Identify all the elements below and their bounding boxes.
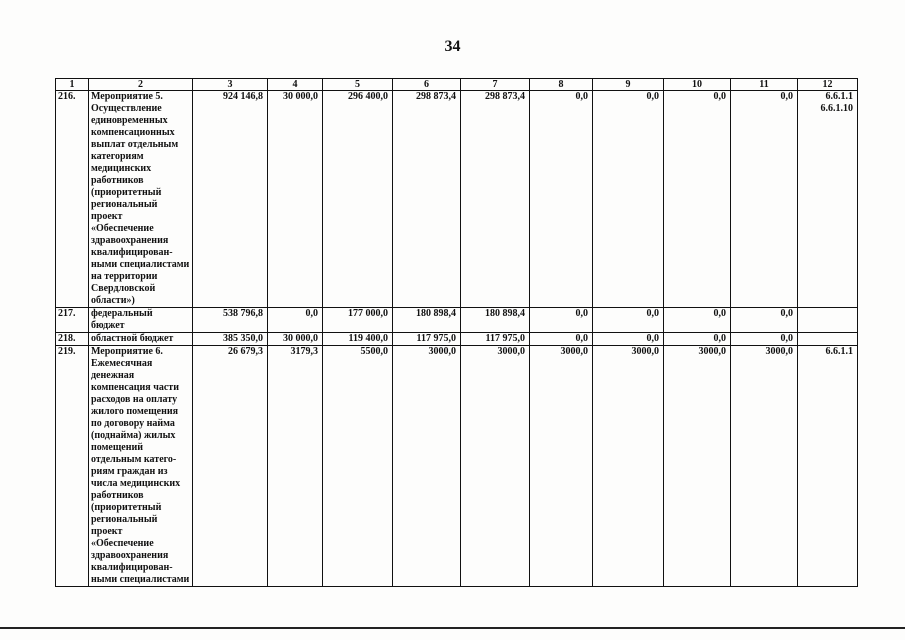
value-cell: 180 898,4 — [393, 308, 461, 333]
value-cell: 180 898,4 — [461, 308, 530, 333]
value-cell: 0,0 — [530, 91, 593, 308]
description-line: «Обеспечение — [91, 223, 154, 234]
description-line: помещений — [91, 442, 143, 453]
description-line: квалифицирован- — [91, 562, 173, 573]
value-cell: 924 146,8 — [193, 91, 268, 308]
row-number-cell: 218. — [56, 333, 89, 346]
description-line: (приоритетный — [91, 187, 162, 198]
description-cell — [89, 91, 193, 308]
column-number-cell: 10 — [664, 79, 731, 91]
value-cell: 26 679,3 — [193, 346, 268, 587]
value-cell: 3000,0 — [664, 346, 731, 587]
value-cell: 3179,3 — [268, 346, 323, 587]
description-line: здравоохранения — [91, 235, 169, 246]
table-row — [56, 333, 858, 346]
description-line: компенсационных — [91, 127, 175, 138]
value-cell: 298 873,4 — [393, 91, 461, 308]
column-number-row — [56, 79, 858, 91]
description-line: расходов на оплату — [91, 394, 178, 405]
description-line: Осуществление — [91, 103, 162, 114]
description-line: области») — [91, 295, 135, 306]
row-number-cell: 216. — [56, 91, 89, 308]
page-bottom-rule — [0, 627, 905, 629]
budget-table — [55, 78, 858, 587]
value-cell: 0,0 — [664, 333, 731, 346]
description-line: жилого помещения — [91, 406, 179, 417]
table-row — [56, 308, 858, 333]
description-line: ными специалистами — [91, 259, 190, 270]
value-cell: 0,0 — [530, 333, 593, 346]
value-cell: 0,0 — [593, 333, 664, 346]
column-number-cell: 6 — [393, 79, 461, 91]
value-cell: 0,0 — [530, 308, 593, 333]
value-cell: 0,0 — [664, 308, 731, 333]
description-line: квалифицирован- — [91, 247, 173, 258]
page-number: 34 — [444, 38, 461, 55]
description-cell — [89, 333, 193, 346]
target-code: 6.6.1.1 — [825, 91, 853, 102]
description-line: Мероприятие 6. — [91, 346, 163, 357]
value-cell: 119 400,0 — [323, 333, 393, 346]
value-cell: 0,0 — [268, 308, 323, 333]
value-cell: 3000,0 — [461, 346, 530, 587]
value-cell: 538 796,8 — [193, 308, 268, 333]
row-number-cell: 219. — [56, 346, 89, 587]
value-cell: 3000,0 — [593, 346, 664, 587]
description-line: ными специалистами — [91, 574, 190, 585]
value-cell: 298 873,4 — [461, 91, 530, 308]
column-number-cell: 12 — [798, 79, 858, 91]
value-cell: 0,0 — [731, 333, 798, 346]
value-cell: 30 000,0 — [268, 91, 323, 308]
value-cell: 0,0 — [731, 308, 798, 333]
column-number-cell: 5 — [323, 79, 393, 91]
description-line: отдельным катего- — [91, 454, 177, 465]
description-line: единовременных — [91, 115, 168, 126]
column-number-cell: 3 — [193, 79, 268, 91]
target-code-cell — [798, 333, 858, 346]
value-cell: 177 000,0 — [323, 308, 393, 333]
description-line: категориям — [91, 151, 144, 162]
column-number-cell: 11 — [731, 79, 798, 91]
description-cell — [89, 308, 193, 333]
target-code: 6.6.1.1 — [825, 346, 853, 357]
column-number-cell: 2 — [89, 79, 193, 91]
description-line: проект — [91, 211, 123, 222]
description-line: (поднайма) жилых — [91, 430, 176, 441]
column-number-cell: 4 — [268, 79, 323, 91]
row-number-cell: 217. — [56, 308, 89, 333]
description-line: риям граждан из — [91, 466, 168, 477]
value-cell: 385 350,0 — [193, 333, 268, 346]
value-cell: 30 000,0 — [268, 333, 323, 346]
value-cell: 0,0 — [731, 91, 798, 308]
value-cell: 117 975,0 — [461, 333, 530, 346]
description-line: Ежемесячная — [91, 358, 153, 369]
description-line: Мероприятие 5. — [91, 91, 163, 102]
value-cell: 0,0 — [593, 308, 664, 333]
description-cell — [89, 346, 193, 587]
description-line: здравоохранения — [91, 550, 169, 561]
target-code-cell — [798, 308, 858, 333]
value-cell: 3000,0 — [393, 346, 461, 587]
column-number-cell: 1 — [56, 79, 89, 91]
value-cell: 117 975,0 — [393, 333, 461, 346]
column-number-cell: 8 — [530, 79, 593, 91]
description-line: денежная — [91, 370, 135, 381]
target-code: 6.6.1.10 — [820, 103, 853, 114]
description-line: работников — [91, 175, 144, 186]
description-line: компенсация части — [91, 382, 179, 393]
description-line: на территории — [91, 271, 158, 282]
table-row — [56, 91, 858, 308]
column-number-cell: 7 — [461, 79, 530, 91]
description-line: «Обеспечение — [91, 538, 154, 549]
description-line: по договору найма — [91, 418, 175, 429]
description-line: проект — [91, 526, 123, 537]
target-code-cell — [798, 346, 858, 587]
description-line: (приоритетный — [91, 502, 162, 513]
description-line: числа медицинских — [91, 478, 181, 489]
description-line: областной бюджет — [91, 333, 174, 344]
column-number-cell: 9 — [593, 79, 664, 91]
description-line: бюджет — [91, 320, 125, 331]
value-cell: 5500,0 — [323, 346, 393, 587]
description-line: федеральный — [91, 308, 153, 319]
value-cell: 296 400,0 — [323, 91, 393, 308]
value-cell: 3000,0 — [731, 346, 798, 587]
description-line: медицинских — [91, 163, 152, 174]
target-code-cell — [798, 91, 858, 308]
value-cell: 3000,0 — [530, 346, 593, 587]
description-line: Свердловской — [91, 283, 156, 294]
value-cell: 0,0 — [664, 91, 731, 308]
table-row — [56, 346, 858, 587]
description-line: работников — [91, 490, 144, 501]
description-line: региональный — [91, 199, 158, 210]
description-line: выплат отдельным — [91, 139, 179, 150]
description-line: региональный — [91, 514, 158, 525]
value-cell: 0,0 — [593, 91, 664, 308]
